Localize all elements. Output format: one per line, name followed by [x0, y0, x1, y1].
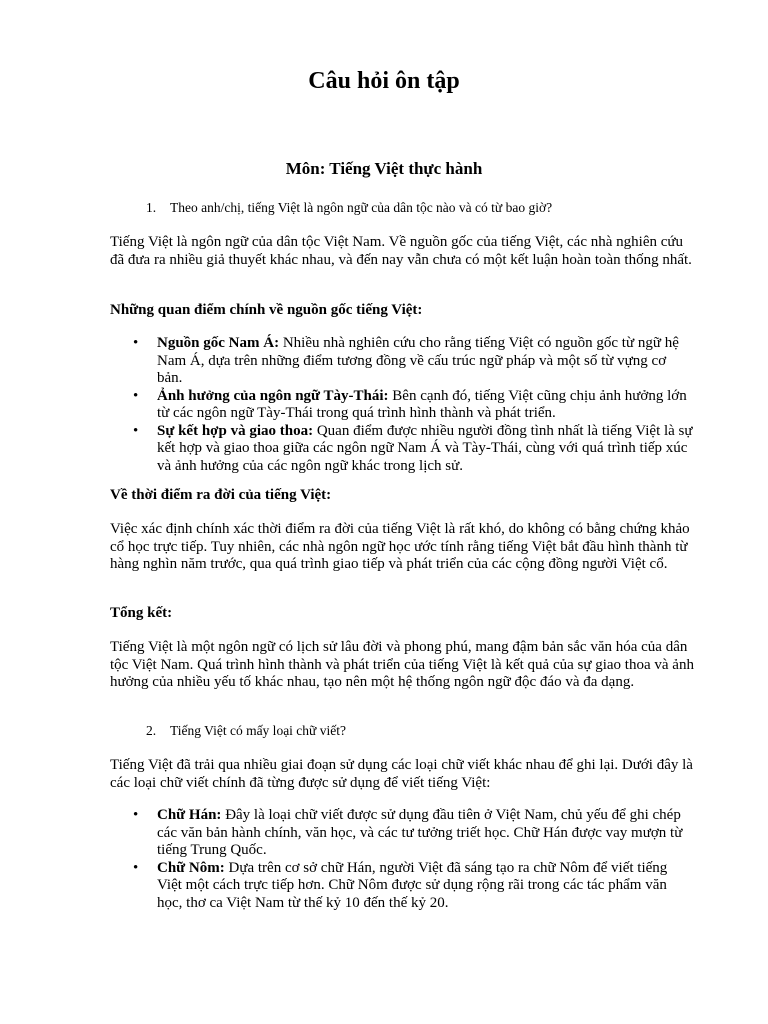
bullet-icon: •	[133, 807, 139, 823]
list-item-term: Sự kết hợp và giao thoa:	[157, 422, 314, 439]
question-1	[146, 199, 706, 216]
question-1-number: 1.	[146, 200, 157, 215]
list-item-term: Ảnh hưởng của ngôn ngữ Tày-Thái:	[157, 387, 389, 404]
paragraph-time-of-origin: Việc xác định chính xác thời điểm ra đời của tiếng Việt là rất khó, do không có bằng chứng khảo cổ học trực tiếp. Tuy nhiên, các nhà ngôn ngữ học ước tính rằng tiếng Việt bắt đầu hình thành từ hàng nghìn năm trước, qua quá trình giao tiếp và phát triển của các cộng đồng người Việt cổ.	[110, 521, 690, 572]
list-item	[110, 423, 695, 476]
list-item-desc: Quan điểm được nhiều người đồng tình nhất là tiếng Việt là sự kết hợp và giao thoa giữa các ngôn ngữ Nam Á và Tày-Thái, cùng với quá trình tiếp xúc và ảnh hưởng của các ngôn ngữ khác trong lịch sử.	[157, 422, 693, 474]
paragraph-summary: Tiếng Việt là một ngôn ngữ có lịch sử lâu đời và phong phú, mang đậm bản sắc văn hóa của dân tộc Việt Nam. Quá trình hình thành và phát triển của tiếng Việt là kết quả của sự giao thoa và ảnh hưởng của nhiều yếu tố khác nhau, tạo nên một hệ thống ngôn ngữ độc đáo và đa dạng.	[110, 639, 694, 690]
list-item	[110, 335, 695, 388]
bullet-icon: •	[133, 859, 139, 876]
document-title: Câu hỏi ôn tập	[308, 68, 460, 94]
list-item-term: Chữ Hán:	[157, 807, 222, 823]
origin-views-list	[110, 335, 695, 475]
list-item	[110, 807, 695, 860]
list-item-desc: Nhiều nhà nghiên cứu cho rằng tiếng Việt có nguồn gốc từ ngữ hệ Nam Á, dựa trên những điểm tương đồng về cấu trúc ngữ pháp và một số từ vựng cơ bản.	[157, 335, 679, 386]
list-item	[110, 388, 695, 423]
bullet-icon: •	[133, 422, 139, 439]
question-2	[146, 722, 706, 739]
list-item	[110, 860, 695, 913]
question-2-number: 2.	[146, 723, 157, 738]
list-item-term: Chữ Nôm:	[157, 859, 225, 876]
question-1-text: Theo anh/chị, tiếng Việt là ngôn ngữ của dân tộc nào và có từ bao giờ?	[170, 200, 553, 215]
heading-summary: Tổng kết:	[110, 605, 173, 621]
paragraph-writing-systems: Tiếng Việt đã trải qua nhiều giai đoạn sử dụng các loại chữ viết khác nhau để ghi lại. Dưới đây là các loại chữ viết chính đã từng được sử dụng để viết tiếng Việt:	[110, 757, 693, 791]
document-subtitle: Môn: Tiếng Việt thực hành	[285, 159, 483, 178]
bullet-icon: •	[133, 387, 139, 404]
list-item-term: Nguồn gốc Nam Á:	[157, 335, 280, 351]
list-item-desc: Bên cạnh đó, tiếng Việt cũng chịu ảnh hưởng lớn từ các ngôn ngữ Tày-Thái trong quá trình hình thành và phát triển.	[157, 387, 687, 421]
question-2-text: Tiếng Việt có mấy loại chữ viết?	[170, 723, 346, 738]
heading-origin-views: Những quan điểm chính về nguồn gốc tiếng Việt:	[110, 302, 423, 318]
list-item-desc: Đây là loại chữ viết được sử dụng đầu tiên ở Việt Nam, chủ yếu để ghi chép các văn bản hành chính, văn học, và các tư tưởng triết học. Chữ Hán được vay mượn từ tiếng Trung Quốc.	[157, 807, 683, 858]
paragraph-intro: Tiếng Việt là ngôn ngữ của dân tộc Việt Nam. Về nguồn gốc của tiếng Việt, các nhà nghiên cứu đã đưa ra nhiều giả thuyết khác nhau, và đến nay vẫn chưa có một kết luận hoàn toàn thống nhất.	[110, 234, 692, 268]
list-item-desc: Dựa trên cơ sở chữ Hán, người Việt đã sáng tạo ra chữ Nôm để viết tiếng Việt một cách trực tiếp hơn. Chữ Nôm được sử dụng rộng rãi trong các tác phẩm văn học, thơ ca Việt Nam từ thế kỷ 10 đến thế kỷ 20.	[157, 859, 668, 911]
heading-time-of-origin: Về thời điểm ra đời của tiếng Việt:	[110, 487, 332, 503]
bullet-icon: •	[133, 335, 139, 351]
writing-systems-list	[110, 807, 695, 912]
